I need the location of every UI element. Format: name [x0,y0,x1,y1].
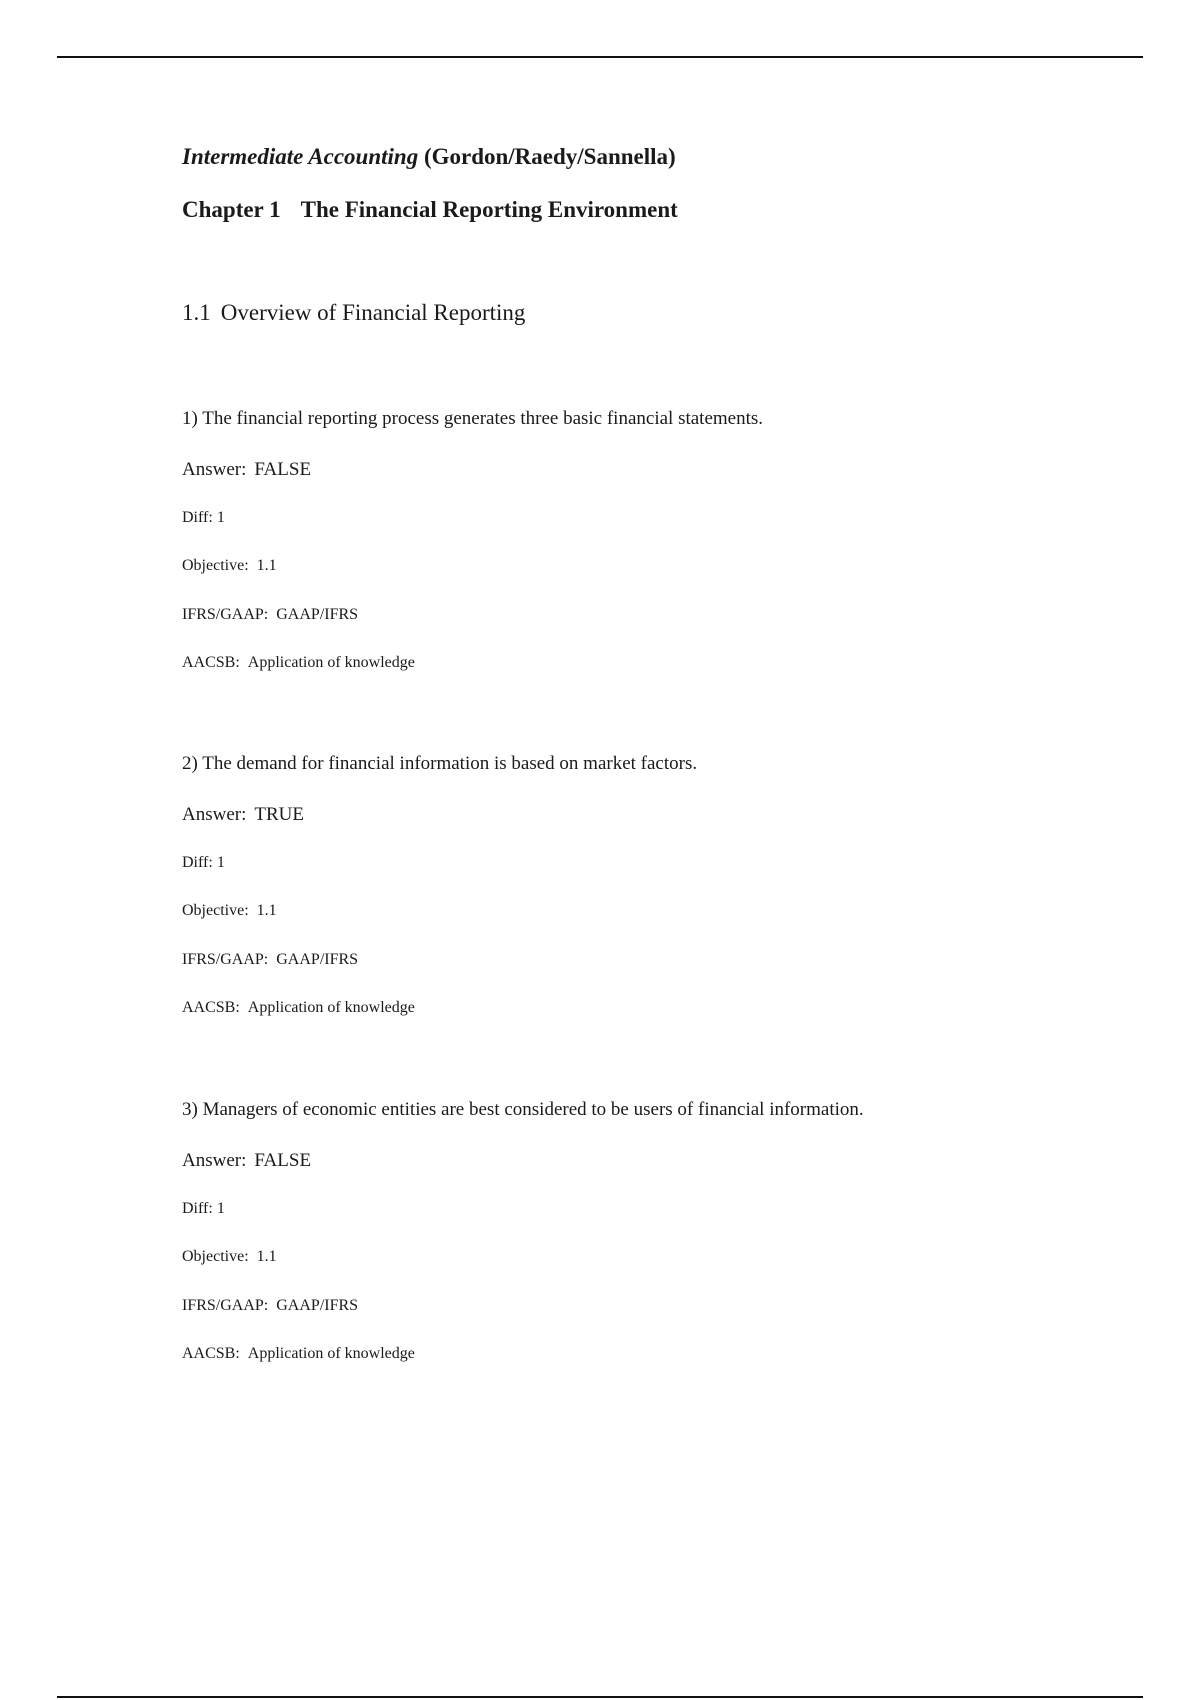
standard-label: IFRS/GAAP: [182,606,269,623]
chapter-heading [182,197,678,223]
aacsb-value: Application of knowledge [247,1345,415,1362]
question-aacsb [182,1345,415,1363]
aacsb-label: AACSB: [182,654,240,671]
objective-label: Objective: [182,902,249,919]
standard-value: GAAP/IFRS [276,1297,359,1314]
question-answer [182,459,311,481]
diff-label: Diff: [182,1200,213,1217]
question-difficulty [182,1200,225,1218]
answer-value: FALSE [254,1150,312,1171]
standard-label: IFRS/GAAP: [182,951,269,968]
diff-value: 1 [216,854,225,871]
aacsb-value: Application of knowledge [247,999,415,1016]
diff-label: Diff: [182,854,213,871]
book-title-line [182,144,676,170]
objective-label: Objective: [182,557,249,574]
objective-value: 1.1 [256,902,277,919]
answer-value: TRUE [254,804,304,825]
question-text: 3) Managers of economic entities are best considered to be users of financial information. [182,1099,864,1120]
diff-label: Diff: [182,509,213,526]
section-title: Overview of Financial Reporting [220,300,526,325]
question-answer [182,1150,311,1172]
objective-value: 1.1 [256,557,277,574]
chapter-number: Chapter 1 [182,197,281,222]
aacsb-label: AACSB: [182,999,240,1016]
bottom-rule [57,1696,1143,1698]
aacsb-label: AACSB: [182,1345,240,1362]
chapter-title: The Financial Reporting Environment [300,197,678,222]
book-title: Intermediate Accounting [182,144,419,169]
standard-label: IFRS/GAAP: [182,1297,269,1314]
answer-value: FALSE [254,459,312,480]
aacsb-value: Application of knowledge [247,654,415,671]
book-authors: (Gordon/Raedy/Sannella) [423,144,676,169]
diff-value: 1 [216,509,225,526]
question-standard [182,1297,358,1315]
question-aacsb [182,654,415,672]
diff-value: 1 [216,1200,225,1217]
question-text: 2) The demand for financial information is based on market factors. [182,753,698,774]
question-text: 1) The financial reporting process generates three basic financial statements. [182,408,764,429]
standard-value: GAAP/IFRS [276,606,359,623]
question-answer [182,804,304,826]
objective-label: Objective: [182,1248,249,1265]
question-difficulty [182,509,225,527]
standard-value: GAAP/IFRS [276,951,359,968]
objective-value: 1.1 [256,1248,277,1265]
question-standard [182,951,358,969]
question-standard [182,606,358,624]
answer-label: Answer: [182,459,247,480]
question-aacsb [182,999,415,1017]
question-objective [182,557,277,575]
question-difficulty [182,854,225,872]
section-number: 1.1 [182,300,211,325]
top-rule [57,56,1143,58]
question-objective [182,1248,277,1266]
answer-label: Answer: [182,1150,247,1171]
answer-label: Answer: [182,804,247,825]
section-heading [182,300,525,326]
question-objective [182,902,277,920]
